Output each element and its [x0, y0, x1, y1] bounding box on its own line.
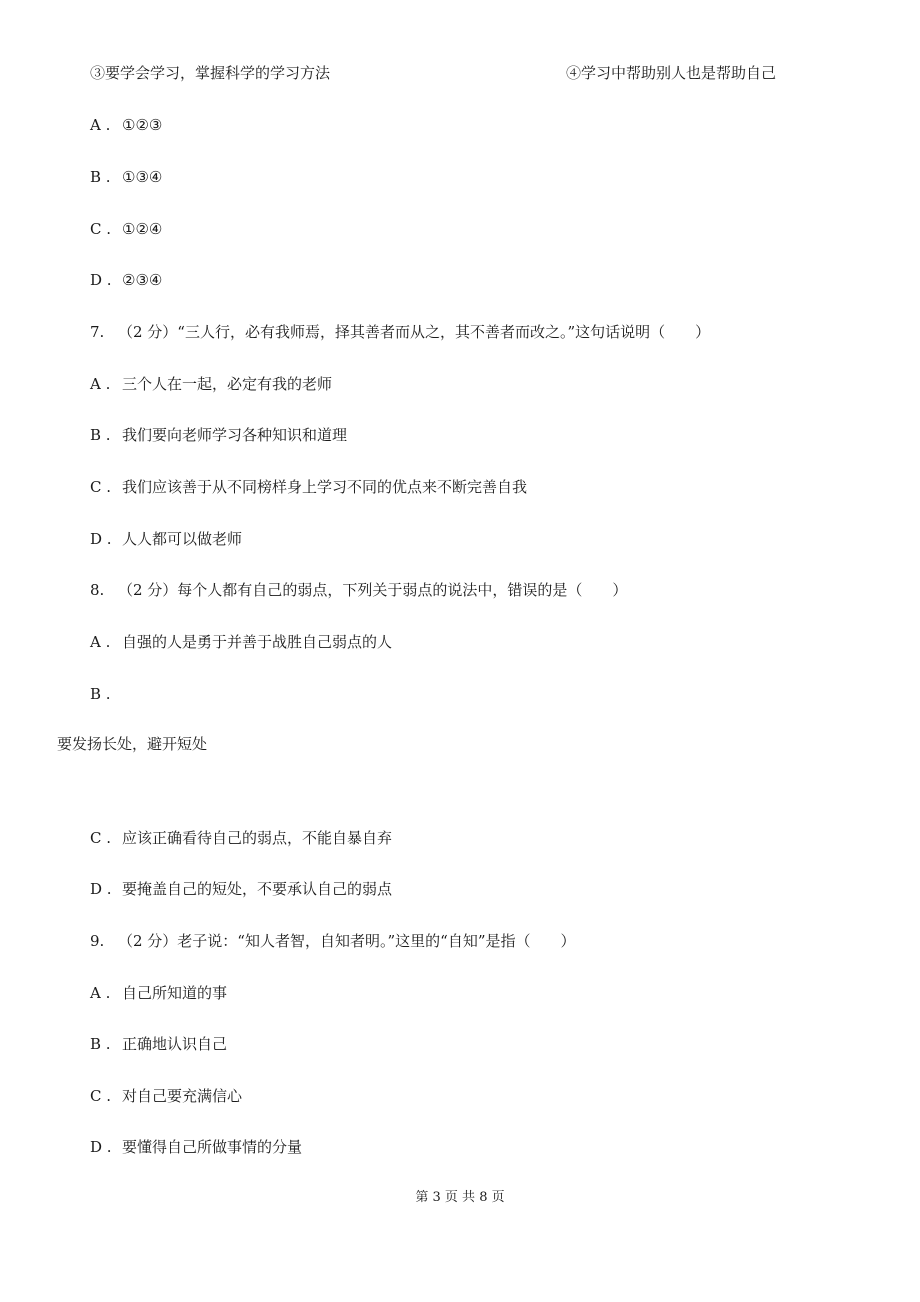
option-text: 自己所知道的事: [122, 984, 228, 1002]
q8-option-a: [90, 632, 392, 652]
question-text: （2 分）每个人都有自己的弱点，下列关于弱点的说法中，错误的是（ ）: [118, 581, 628, 599]
q9-option-d: [90, 1137, 302, 1157]
q7-option-a: [90, 374, 332, 394]
question-number: 9.: [90, 932, 105, 950]
option-text: 要掩盖自己的短处，不要承认自己的弱点: [122, 880, 393, 898]
q8-option-b: [90, 684, 122, 704]
option-letter: A .: [90, 375, 111, 393]
q6-option-c: [90, 219, 162, 239]
q6-option-d: [90, 270, 162, 290]
page-footer: 第 3 页 共 8 页: [415, 1190, 505, 1205]
option-text: ①②④: [122, 220, 163, 238]
question-text: （2 分）老子说：“知人者智，自知者明。”这里的“自知”是指（ ）: [118, 932, 576, 950]
q8-option-c: [90, 828, 392, 848]
q6-statement-4: ④学习中帮助别人也是帮助自己: [566, 64, 777, 82]
option-text: 人人都可以做老师: [122, 530, 243, 548]
option-letter: B .: [90, 685, 111, 703]
q6-statement-3: ③要学会学习，掌握科学的学习方法: [90, 64, 331, 82]
option-letter: A .: [90, 633, 111, 651]
option-text: 应该正确看待自己的弱点，不能自暴自弃: [122, 829, 393, 847]
option-text: 正确地认识自己: [122, 1035, 228, 1053]
option-text: 我们要向老师学习各种知识和道理: [122, 426, 348, 444]
option-text: 我们应该善于从不同榜样身上学习不同的优点来不断完善自我: [122, 478, 528, 496]
q9-option-b: [90, 1034, 227, 1054]
option-text: 对自己要充满信心: [122, 1087, 243, 1105]
q8-stem: [90, 580, 627, 600]
q9-option-a: [90, 983, 227, 1003]
option-letter: C .: [90, 1087, 112, 1105]
option-text: ①②③: [122, 116, 163, 134]
option-letter: A .: [90, 984, 111, 1002]
option-letter: D .: [90, 530, 112, 548]
option-letter: B .: [90, 168, 111, 186]
q9-option-c: [90, 1086, 242, 1106]
q9-stem: [90, 931, 576, 951]
q7-stem: [90, 322, 710, 342]
option-letter: C .: [90, 478, 112, 496]
question-number: 8.: [90, 581, 105, 599]
option-letter: D .: [90, 1138, 112, 1156]
option-text: ①③④: [122, 168, 163, 186]
option-letter: B .: [90, 426, 111, 444]
q6-option-b: [90, 167, 162, 187]
q6-option-a: [90, 115, 162, 135]
option-text: 三个人在一起，必定有我的老师: [122, 375, 333, 393]
q7-option-b: [90, 425, 347, 445]
option-letter: D .: [90, 880, 112, 898]
question-number: 7.: [90, 323, 105, 341]
option-letter: C .: [90, 829, 112, 847]
q8-option-b-text: 要发扬长处，避开短处: [57, 735, 208, 753]
option-text: 要懂得自己所做事情的分量: [122, 1138, 303, 1156]
option-letter: C .: [90, 220, 112, 238]
option-letter: A .: [90, 116, 111, 134]
option-text: 自强的人是勇于并善于战胜自己弱点的人: [122, 633, 393, 651]
option-text: ②③④: [122, 271, 163, 289]
question-text: （2 分）“三人行，必有我师焉，择其善者而从之，其不善者而改之。”这句话说明（ ）: [118, 323, 711, 341]
q8-option-d: [90, 879, 392, 899]
option-letter: B .: [90, 1035, 111, 1053]
option-letter: D .: [90, 271, 112, 289]
q7-option-d: [90, 529, 242, 549]
q7-option-c: [90, 477, 527, 497]
